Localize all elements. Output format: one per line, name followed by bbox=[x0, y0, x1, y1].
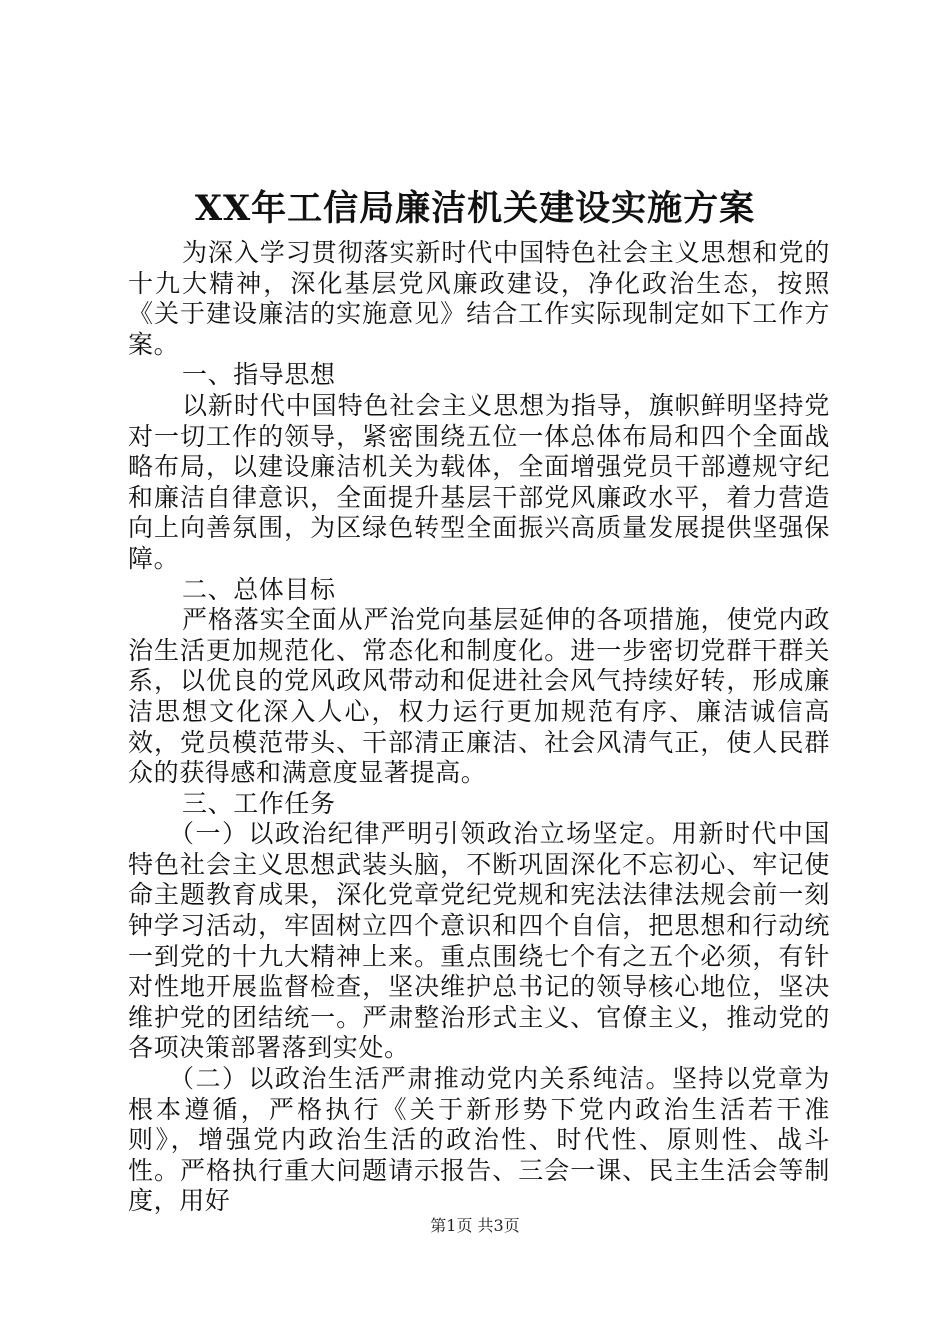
section-heading-work-tasks: 三、工作任务 bbox=[182, 788, 336, 818]
document-body bbox=[128, 238, 830, 1217]
document-title: XX年工信局廉洁机关建设实施方案 bbox=[194, 188, 756, 229]
page-number-footer: 第1页 共3页 bbox=[430, 1216, 520, 1235]
work-task-paragraph-1: （一）以政治纪律严明引领政治立场坚定。用新时代中国特色社会主义思想武装头脑，不断巩固深化不忘初心、牢记使命主题教育成果，深化党章党纪党规和宪法法律法规会前一刻钟学习活动，牢固树立四个意识和四个自信，把思想和行动统一到党的十九大精神上来。重点围绕七个有之五个必须，有针对性地开展监督检查，坚决维护总书记的领导核心地位，坚决维护党的团结统一。严肃整治形式主义、官僚主义，推动党的各项决策部署落到实处。 bbox=[128, 819, 830, 1063]
intro-paragraph: 为深入学习贯彻落实新时代中国特色社会主义思想和党的十九大精神，深化基层党风廉政建设，净化政治生态，按照《关于建设廉洁的实施意见》结合工作实际现制定如下工作方案。 bbox=[128, 238, 830, 359]
section-heading-overall-goals: 二、总体目标 bbox=[182, 574, 336, 604]
overall-goals-paragraph: 严格落实全面从严治党向基层延伸的各项措施，使党内政治生活更加规范化、常态化和制度化。进一步密切党群干群关系，以优良的党风政风带动和促进社会风气持续好转，形成廉洁思想文化深入人心，权力运行更加规范有序、廉洁诚信高效，党员模范带头、干部清正廉洁、社会风清气正，使人民群众的获得感和满意度显著提高。 bbox=[128, 605, 830, 788]
work-task-paragraph-2: （二）以政治生活严肃推动党内关系纯洁。坚持以党章为根本遵循，严格执行《关于新形势下党内政治生活若干准则》，增强党内政治生活的政治性、时代性、原则性、战斗性。严格执行重大问题请示报告、三会一课、民主生活会等制度，用好 bbox=[128, 1064, 830, 1216]
guiding-ideology-paragraph: 以新时代中国特色社会主义思想为指导，旗帜鲜明坚持党对一切工作的领导，紧密围绕五位一体总体布局和四个全面战略布局，以建设廉洁机关为载体，全面增强党员干部遵规守纪和廉洁自律意识，全面提升基层干部党风廉政水平，着力营造向上向善氛围，为区绿色转型全面振兴高质量发展提供坚强保障。 bbox=[128, 390, 830, 573]
section-heading-guiding-ideology: 一、指导思想 bbox=[182, 360, 336, 390]
